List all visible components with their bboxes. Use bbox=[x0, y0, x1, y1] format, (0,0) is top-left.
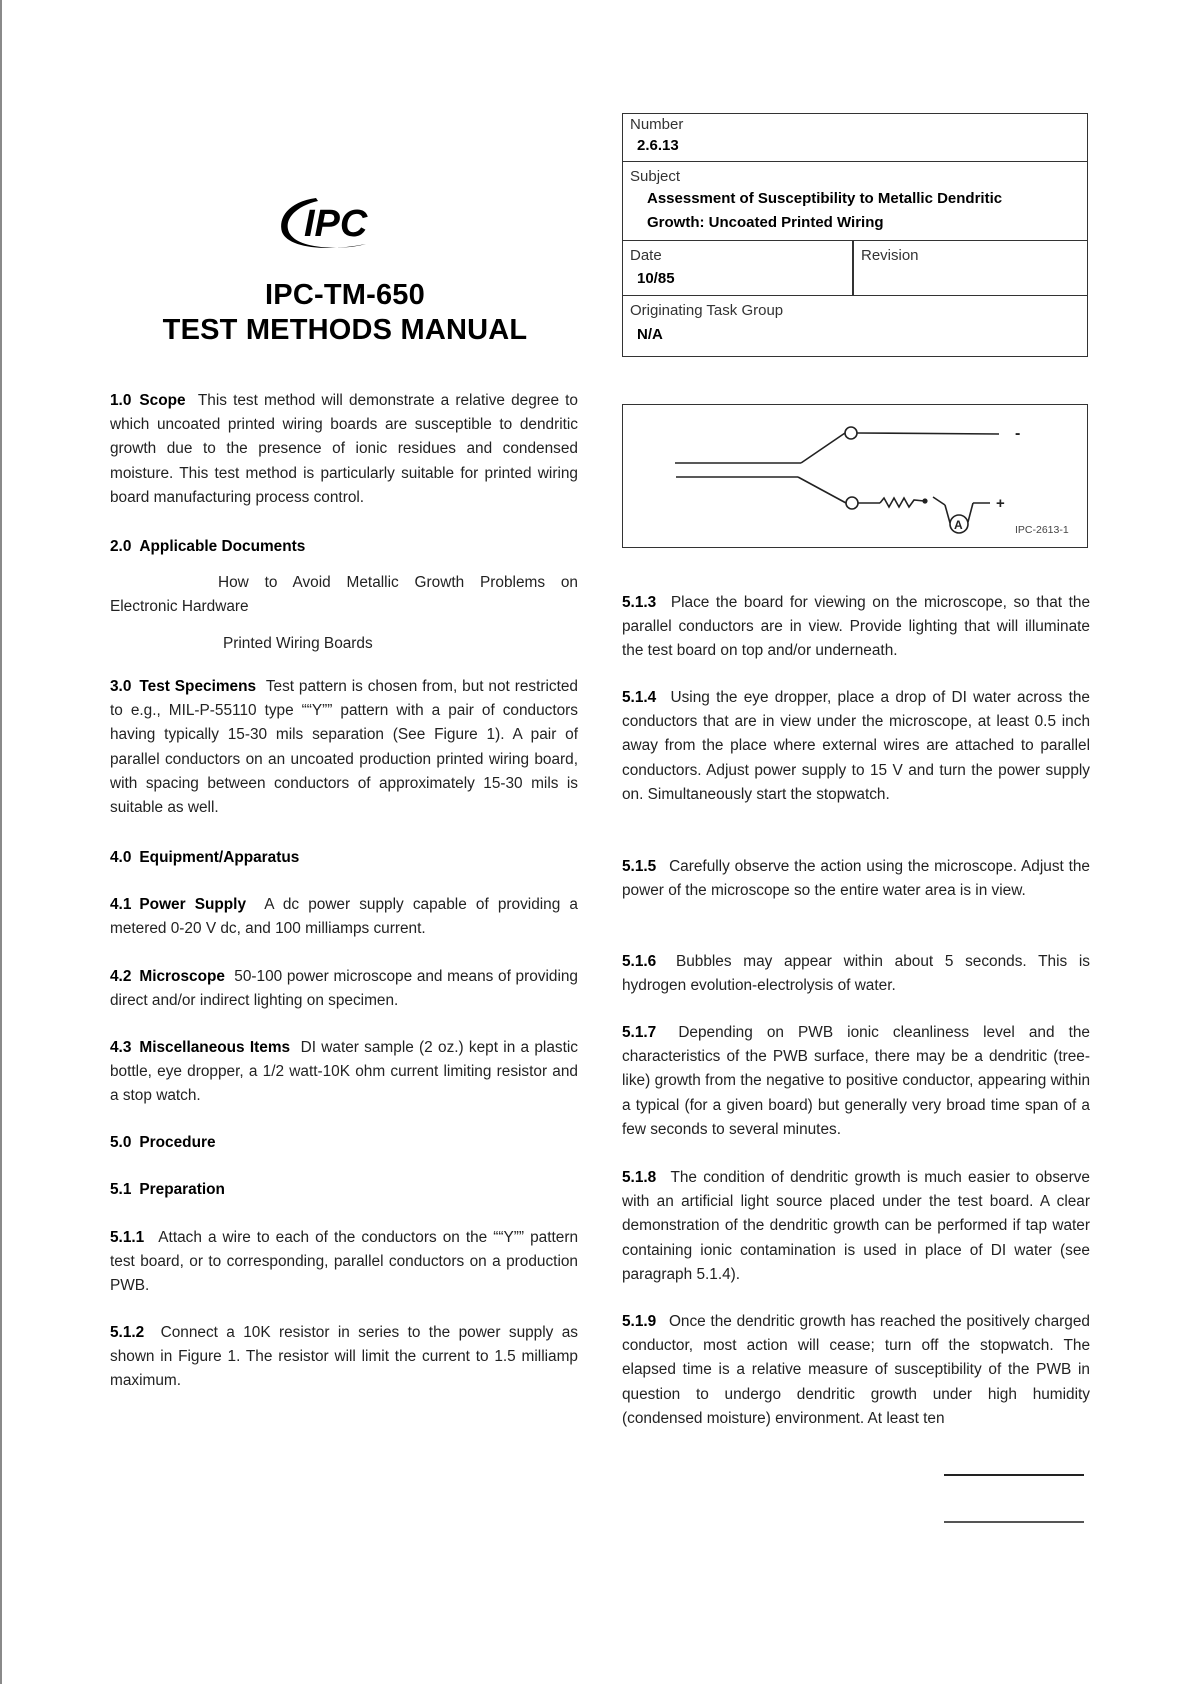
section-body: Connect a 10K resistor in series to the power supply as shown in Figure 1. The resistor will limit the current to 1.5 milliamp maximum. bbox=[110, 1324, 578, 1390]
document-info-table bbox=[622, 113, 1088, 357]
section-2-0-applicable-documents bbox=[110, 535, 578, 656]
section-5-0-procedure bbox=[110, 1131, 578, 1155]
section-body: Depending on PWB ionic cleanliness level and the characteristics of the PWB surface, there may be a dendritic (tree-like) growth from the negative to positive conductor, appearing within a typical (for a given board) but generally very broad time span of a few seconds to several minutes. bbox=[622, 1024, 1090, 1138]
section-body: 50-100 power microscope and means of providing direct and/or indirect lighting on specimen. bbox=[110, 968, 578, 1010]
section-heading: Preparation bbox=[139, 1181, 225, 1198]
section-number: 5.1.7 bbox=[622, 1024, 657, 1041]
section-number: 5.1.8 bbox=[622, 1169, 657, 1186]
section-5-1-6 bbox=[622, 950, 1090, 998]
section-heading: Equipment/Apparatus bbox=[139, 849, 300, 866]
number-row bbox=[623, 114, 1087, 162]
section-number: 5.1 bbox=[110, 1181, 132, 1198]
wire-negative bbox=[857, 433, 999, 434]
section-number: 5.1.3 bbox=[622, 594, 657, 611]
section-1-0-scope bbox=[110, 389, 578, 510]
section-heading: Scope bbox=[139, 392, 186, 409]
section-body: Bubbles may appear within about 5 seconds. This is hydrogen evolution-electrolysis of water. bbox=[622, 953, 1091, 995]
task-group-value: N/A bbox=[637, 326, 663, 343]
date-label: Date bbox=[630, 247, 662, 264]
terminal-negative bbox=[845, 427, 857, 439]
section-body: Carefully observe the action using the microscope. Adjust the power of the microscope so the entire water area is in view. bbox=[622, 858, 1090, 900]
footer-rule-bottom bbox=[944, 1521, 1084, 1523]
revision-label: Revision bbox=[861, 247, 919, 264]
section-4-1-power-supply bbox=[110, 893, 578, 941]
negative-label: - bbox=[1015, 425, 1021, 442]
section-heading: Test Specimens bbox=[139, 678, 257, 695]
section-5-1-2 bbox=[110, 1321, 578, 1394]
section-body: A dc power supply capable of providing a metered 0-20 V dc, and 100 milliamps current. bbox=[110, 896, 578, 938]
ammeter-label: A bbox=[954, 518, 963, 532]
applicable-doc-2: Printed Wiring Boards bbox=[223, 634, 373, 652]
footer-rule-top bbox=[944, 1474, 1084, 1476]
section-number: 4.1 bbox=[110, 896, 132, 913]
section-number: 2.0 bbox=[110, 538, 132, 555]
section-body: This test method will demonstrate a relative degree to which uncoated printed wiring boards are susceptible to dendritic growth due to the presence of ionic residues and condensed moisture. This test method is particularly suitable for printed wiring board manufacturing process control. bbox=[110, 392, 578, 506]
section-4-2-microscope bbox=[110, 965, 578, 1013]
section-number: 5.1.1 bbox=[110, 1229, 145, 1246]
section-5-1-3 bbox=[622, 591, 1090, 664]
section-number: 5.1.5 bbox=[622, 858, 657, 875]
section-5-1-7 bbox=[622, 1021, 1090, 1142]
applicable-doc-1-line1: How to Avoid Metallic Growth Problems on bbox=[218, 574, 578, 592]
ipc-logo bbox=[276, 192, 396, 254]
section-5-1-5 bbox=[622, 855, 1090, 903]
date-value: 10/85 bbox=[637, 270, 675, 287]
subject-label: Subject bbox=[630, 168, 681, 185]
section-heading: Applicable Documents bbox=[139, 538, 306, 555]
section-number: 5.0 bbox=[110, 1134, 132, 1151]
section-heading: Miscellaneous Items bbox=[139, 1039, 291, 1056]
subject-row bbox=[623, 162, 1087, 241]
section-5-1-9 bbox=[622, 1310, 1090, 1431]
section-3-0-test-specimens bbox=[110, 675, 578, 820]
section-number: 4.0 bbox=[110, 849, 132, 866]
positive-label: + bbox=[996, 495, 1005, 512]
section-5-1-8 bbox=[622, 1166, 1090, 1287]
section-4-3-miscellaneous-items bbox=[110, 1036, 578, 1109]
section-5-1-4 bbox=[622, 686, 1090, 807]
conductor-lower-branch bbox=[798, 477, 846, 503]
figure-1-circuit-diagram bbox=[622, 404, 1088, 548]
manual-title-line2: TEST METHODS MANUAL bbox=[162, 314, 528, 346]
task-group-row bbox=[623, 296, 1087, 356]
circuit-diagram bbox=[623, 405, 1086, 546]
section-number: 5.1.9 bbox=[622, 1313, 657, 1330]
date-revision-divider bbox=[852, 241, 854, 296]
section-number: 3.0 bbox=[110, 678, 132, 695]
section-number: 4.3 bbox=[110, 1039, 132, 1056]
section-5-1-1 bbox=[110, 1226, 578, 1299]
subject-line2: Growth: Uncoated Printed Wiring bbox=[647, 214, 884, 231]
manual-title-line1: IPC-TM-650 bbox=[265, 279, 425, 311]
section-number: 4.2 bbox=[110, 968, 132, 985]
section-body: Test pattern is chosen from, but not restricted to e.g., MIL-P-55110 type ““Y”” pattern with a pair of conductors having typically 15-30 mils separation (See Figure 1). A pair of parallel conductors on an uncoated production printed wiring board, with spacing between conductors of approximately 15-30 mils is suitable as well. bbox=[110, 678, 578, 817]
number-label: Number bbox=[630, 116, 684, 133]
logo-text: IPC bbox=[304, 203, 368, 245]
figure-id: IPC-2613-1 bbox=[1015, 524, 1069, 536]
conductor-upper-branch bbox=[801, 433, 845, 463]
section-heading: Power Supply bbox=[139, 896, 247, 913]
number-value: 2.6.13 bbox=[637, 137, 679, 154]
resistor-icon bbox=[880, 498, 924, 507]
applicable-doc-1-line2: Electronic Hardware bbox=[110, 598, 249, 616]
section-number: 5.1.6 bbox=[622, 953, 657, 970]
section-number: 5.1.2 bbox=[110, 1324, 145, 1341]
task-group-label: Originating Task Group bbox=[630, 302, 784, 319]
section-number: 1.0 bbox=[110, 392, 132, 409]
section-heading: Procedure bbox=[139, 1134, 216, 1151]
subject-line1: Assessment of Susceptibility to Metallic Dendritic bbox=[647, 190, 1003, 207]
section-body: Place the board for viewing on the microscope, so that the parallel conductors are in view. Provide lighting that will illuminate the test board on top and/or underneath. bbox=[622, 594, 1091, 660]
terminal-positive bbox=[846, 497, 858, 509]
page-left-edge bbox=[0, 0, 2, 1684]
section-body: Once the dendritic growth has reached the positively charged conductor, most action will cease; turn off the stopwatch. The elapsed time is a relative measure of susceptibility of the PWB in question to undergo dendritic growth under high humidity (condensed moisture) environment. At least ten bbox=[622, 1313, 1090, 1427]
switch-icon bbox=[933, 497, 945, 505]
section-number: 5.1.4 bbox=[622, 689, 657, 706]
section-5-1-preparation bbox=[110, 1178, 578, 1202]
section-body: Attach a wire to each of the conductors on the ““Y”” pattern test board, or to corresponding, parallel conductors on a production PWB. bbox=[110, 1229, 578, 1295]
section-heading: Microscope bbox=[139, 968, 225, 985]
date-revision-row bbox=[623, 241, 1087, 296]
section-4-0-equipment bbox=[110, 846, 578, 870]
section-body: The condition of dendritic growth is much easier to observe with an artificial light source placed under the test board. A clear demonstration of the dendritic growth can be performed if tap water containing ionic contamination is used in place of DI water (see paragraph 5.1.4). bbox=[622, 1169, 1090, 1283]
section-body: DI water sample (2 oz.) kept in a plastic bottle, eye dropper, a 1/2 watt-10K ohm current limiting resistor and a stop watch. bbox=[110, 1039, 578, 1105]
section-body: Using the eye dropper, place a drop of DI water across the conductors that are in view under the microscope, at least 0.5 inch away from the place where external wires are attached to parallel conductors. Adjust power supply to 15 V and turn the power supply on. Simultaneously start the stopwatch. bbox=[622, 689, 1090, 803]
